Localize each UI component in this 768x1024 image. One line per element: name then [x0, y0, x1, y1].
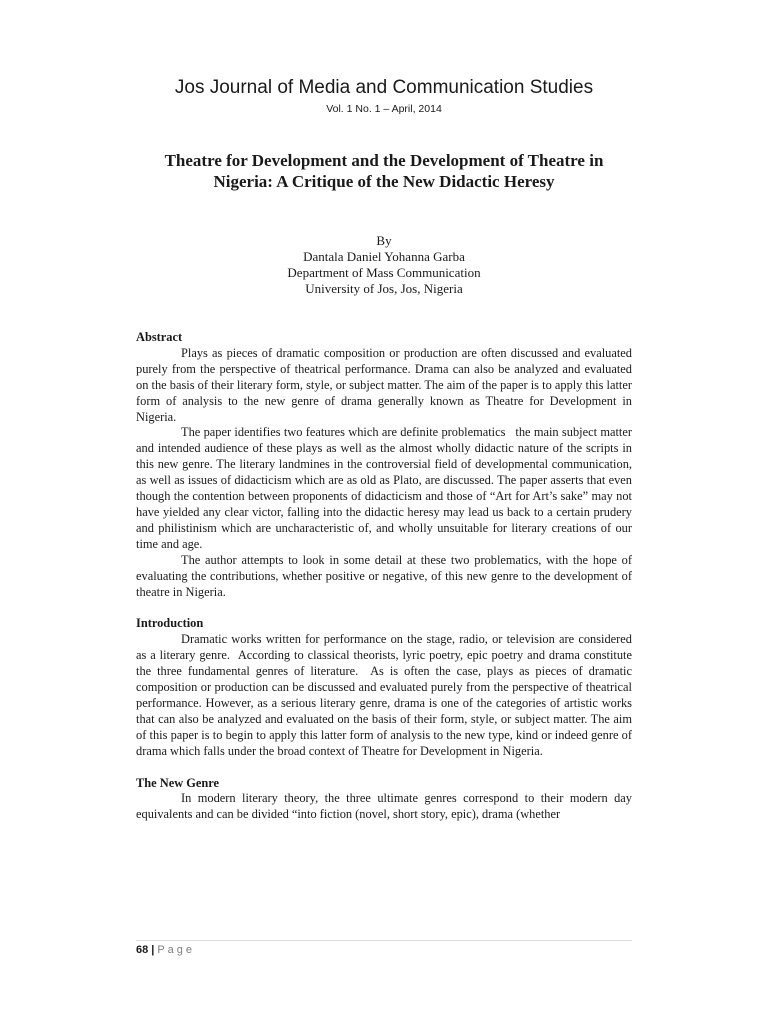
paragraph: Plays as pieces of dramatic composition or production are often discussed and evaluated purely from the perspective of theatrical performance. Drama can also be analyzed and evaluated on the basis of their literary form, style, or subject matter. The aim of the paper is to apply this latter form of analysis to the new genre of drama generally known as Theatre for Development in Nigeria. [136, 345, 632, 424]
paragraph: The paper identifies two features which are definite problematics the main subject matter and intended audience of these plays as well as the almost wholly didactic nature of the scripts in this new genre. The literary landmines in the controversial field of developmental communication, as well as issues of didacticism which are as old as Plato, are discussed. The paper asserts that even though the contention between proponents of didacticism and those of “Art for Art’s sake” may not have yielded any clear victor, falling into the didactic heresy may lead us back to a certain prudery and philistinism which are uncharacteristic of, and wholly unsuitable for literary creations of our time and age. [136, 425, 632, 551]
new-genre-section [136, 776, 632, 824]
abstract-section [136, 330, 632, 600]
page-number: 68 [136, 944, 149, 956]
by-line: By [376, 233, 392, 248]
journal-title: Jos Journal of Media and Communication Studies [174, 77, 594, 98]
paragraph: Dramatic works written for performance on the stage, radio, or television are considered as a literary genre. According to classical theorists, lyric poetry, epic poetry and drama constitute the three fundamental genres of literature. As is often the case, plays as pieces of dramatic composition or production can be discussed and evaluated purely from the perspective of theatrical performance. However, as a serious literary genre, drama is one of the categories of artistic works that can also be analyzed and evaluated on the basis of their form, style, or subject matter. The aim of this paper is to begin to apply this latter form of analysis to the new type, kind or indeed genre of drama which falls under the broad context of Theatre for Development in Nigeria. [136, 632, 632, 758]
journal-issue: Vol. 1 No. 1 – April, 2014 [326, 103, 442, 115]
section-heading: The New Genre [136, 775, 220, 790]
author-department: Department of Mass Communication [287, 265, 481, 280]
section-heading: Abstract [136, 330, 183, 344]
page-footer [136, 944, 195, 956]
section-heading: Introduction [136, 616, 204, 631]
article-title [0, 150, 768, 192]
article-title-line-2: Nigeria: A Critique of the New Didactic Heresy [213, 172, 555, 191]
article-title-line-1: Theatre for Development and the Development of Theatre in [164, 151, 604, 170]
article-body [136, 330, 632, 823]
author-name: Dantala Daniel Yohanna Garba [303, 249, 465, 264]
introduction-section [136, 616, 632, 759]
author-block [0, 233, 768, 297]
footer-divider [136, 940, 632, 941]
paragraph: The author attempts to look in some detail at these two problematics, with the hope of evaluating the contributions, whether positive or negative, of this new genre to the development of theatre in Nigeria. [136, 552, 632, 599]
author-institution: University of Jos, Jos, Nigeria [305, 281, 463, 296]
paragraph: In modern literary theory, the three ultimate genres correspond to their modern day equivalents and can be divided “into fiction (novel, short story, epic), drama (whether [136, 791, 632, 822]
page-label: Page [157, 944, 196, 956]
footer-separator: | [151, 944, 155, 956]
